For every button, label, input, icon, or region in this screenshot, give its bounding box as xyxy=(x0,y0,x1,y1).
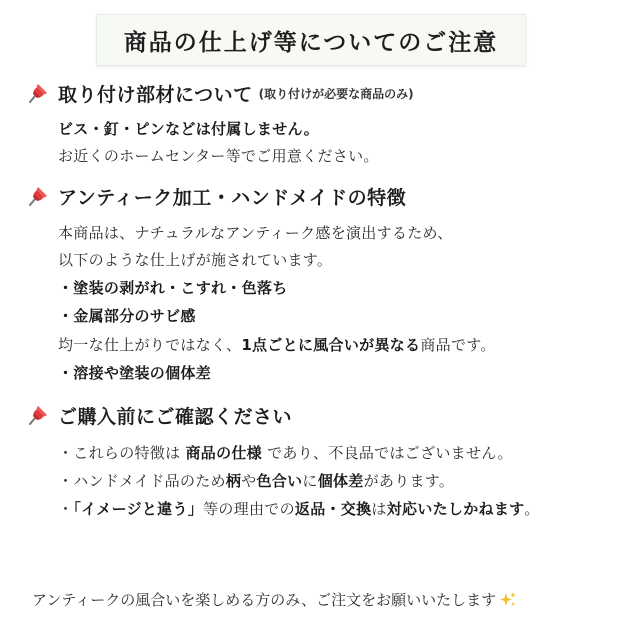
section-heading-label: 取り付け部材について xyxy=(58,84,253,106)
section-heading-label: アンティーク加工・ハンドメイドの特徴 xyxy=(58,187,407,209)
text-fragment: に xyxy=(302,472,318,490)
title-banner xyxy=(96,14,526,66)
text-fragment: 。 xyxy=(524,500,540,518)
pushpin-icon xyxy=(24,403,50,429)
text-emphasis: 対応いたしかねます xyxy=(386,500,525,518)
text-emphasis: 1点ごとに風合いが異なる xyxy=(241,336,421,354)
pushpin-icon xyxy=(24,81,50,107)
section-heading-note: (取り付けが必要な商品のみ) xyxy=(258,87,414,101)
text-fragment: 等の理由での xyxy=(203,500,295,518)
footer-note xyxy=(32,589,517,610)
text-fragment: であり、不良品ではございません。 xyxy=(262,444,513,462)
page-title: 商品の仕上げ等についてのご注意 xyxy=(123,29,499,56)
text-fragment: 商品です。 xyxy=(420,336,496,354)
section-heading-label: ご購入前にご確認ください xyxy=(58,406,293,428)
sparkles-icon xyxy=(499,591,517,609)
section-heading-mounting xyxy=(24,80,414,107)
section-heading-antique xyxy=(24,183,406,210)
bullet-item xyxy=(58,498,540,519)
text-fragment: ・ハンドメイド品のため xyxy=(58,472,226,490)
text-emphasis: 商品の仕様 xyxy=(185,444,262,462)
text-line: お近くのホームセンター等でご用意ください。 xyxy=(58,147,379,165)
bullet-item xyxy=(58,470,454,491)
text-fragment: は xyxy=(371,500,387,518)
text-emphasis: 「イメージと違う」 xyxy=(73,500,204,518)
text-line: 本商品は、ナチュラルなアンティーク感を演出するため、 xyxy=(58,224,453,242)
text-emphasis: 個体差 xyxy=(317,472,364,490)
pushpin-icon xyxy=(24,184,50,210)
text-line-uniform xyxy=(58,334,496,355)
text-fragment: ・これらの特徴は xyxy=(58,444,186,462)
text-line: ビス・釘・ピンなどは付属しません。 xyxy=(58,120,320,138)
bullet-item: ・金属部分のサビ感 xyxy=(58,307,196,325)
text-fragment: があります。 xyxy=(363,472,455,490)
text-fragment: ・ xyxy=(58,500,74,518)
text-emphasis: 返品・交換 xyxy=(294,500,372,518)
bullet-item xyxy=(58,442,513,463)
text-emphasis: 色合い xyxy=(256,472,303,490)
text-fragment: や xyxy=(241,472,257,490)
footer-text: アンティークの風合いを楽しめる方のみ、ご注文をお願いいたします xyxy=(32,591,497,609)
text-fragment: 均一な仕上がりではなく、 xyxy=(58,336,242,354)
bullet-item: ・塗装の剥がれ・こすれ・色落ち xyxy=(58,279,288,297)
section-heading-confirm xyxy=(24,402,292,429)
text-line: 以下のような仕上げが施されています。 xyxy=(58,251,333,269)
text-emphasis: 柄 xyxy=(225,472,242,490)
bullet-item: ・溶接や塗装の個体差 xyxy=(58,364,212,382)
